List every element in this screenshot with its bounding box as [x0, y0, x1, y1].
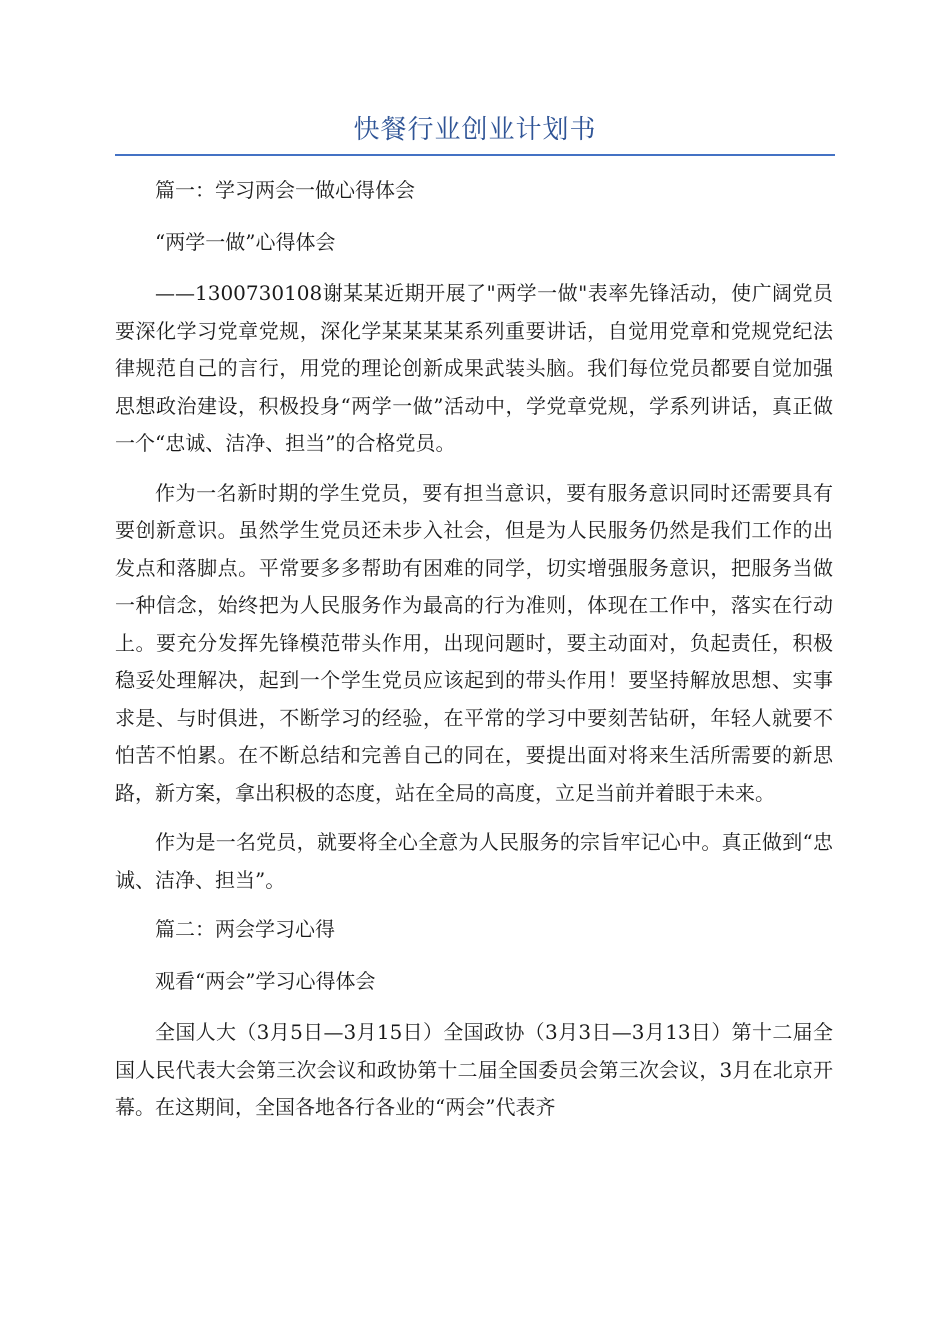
document-title: 快餐行业创业计划书 [353, 115, 597, 145]
body-paragraph: 作为一名新时期的学生党员，要有担当意识，要有服务意识同时还需要具有要创新意识。虽然学生党员还未步入社会，但是为人民服务仍然是我们工作的出发点和落脚点。平常要多多帮助有困难的同学，切实增强服务意识，把服务当做一种信念，始终把为人民服务作为最高的行为准则，体现在工作中，落实在行动上。要充分发挥先锋模范带头作用，出现问题时，要主动面对，负起责任，积极稳妥处理解决，起到一个学生党员应该起到的带头作用！要坚持解放思想、实事求是、与时俱进，不断学习的经验，在平常的学习中要刻苦钻研，年轻人就要不怕苦不怕累。在不断总结和完善自己的同在，要提出面对将来生活所需要的新思路，新方案，拿出积极的态度，站在全局的高度，立足当前并着眼于未来。 [115, 480, 833, 805]
document-body [115, 172, 833, 1139]
subheading: 观看“两会”学习心得体会 [155, 968, 376, 993]
body-paragraph: ——1300730108谢某某近期开展了"两学一做"表率先锋活动，使广阔党员要深化学习党章党规，深化学某某某某系列重要讲话，自觉用党章和党规党纪法律规范自己的言行，用党的理论创新成果武装头脑。我们每位党员都要自觉加强思想政治建设，积极投身“两学一做”活动中，学党章党规，学系列讲话，真正做一个“忠诚、洁净、担当”的合格党员。 [115, 281, 833, 455]
section-heading: 篇二：两会学习心得 [155, 917, 335, 941]
section-heading: 篇一：学习两会一做心得体会 [155, 178, 415, 202]
body-paragraph: 全国人大（3月5日—3月15日）全国政协（3月3日—3月13日）第十二届全国人民代表大会第三次会议和政协第十二届全国委员会第三次会议，3月在北京开幕。在这期间，全国各地各行各业的“两会”代表齐 [115, 1020, 833, 1119]
body-paragraph: 作为是一名党员，就要将全心全意为人民服务的宗旨牢记心中。真正做到“忠诚、洁净、担当”。 [115, 830, 833, 892]
subheading: “两学一做”心得体会 [155, 229, 336, 254]
title-underline [115, 154, 835, 156]
